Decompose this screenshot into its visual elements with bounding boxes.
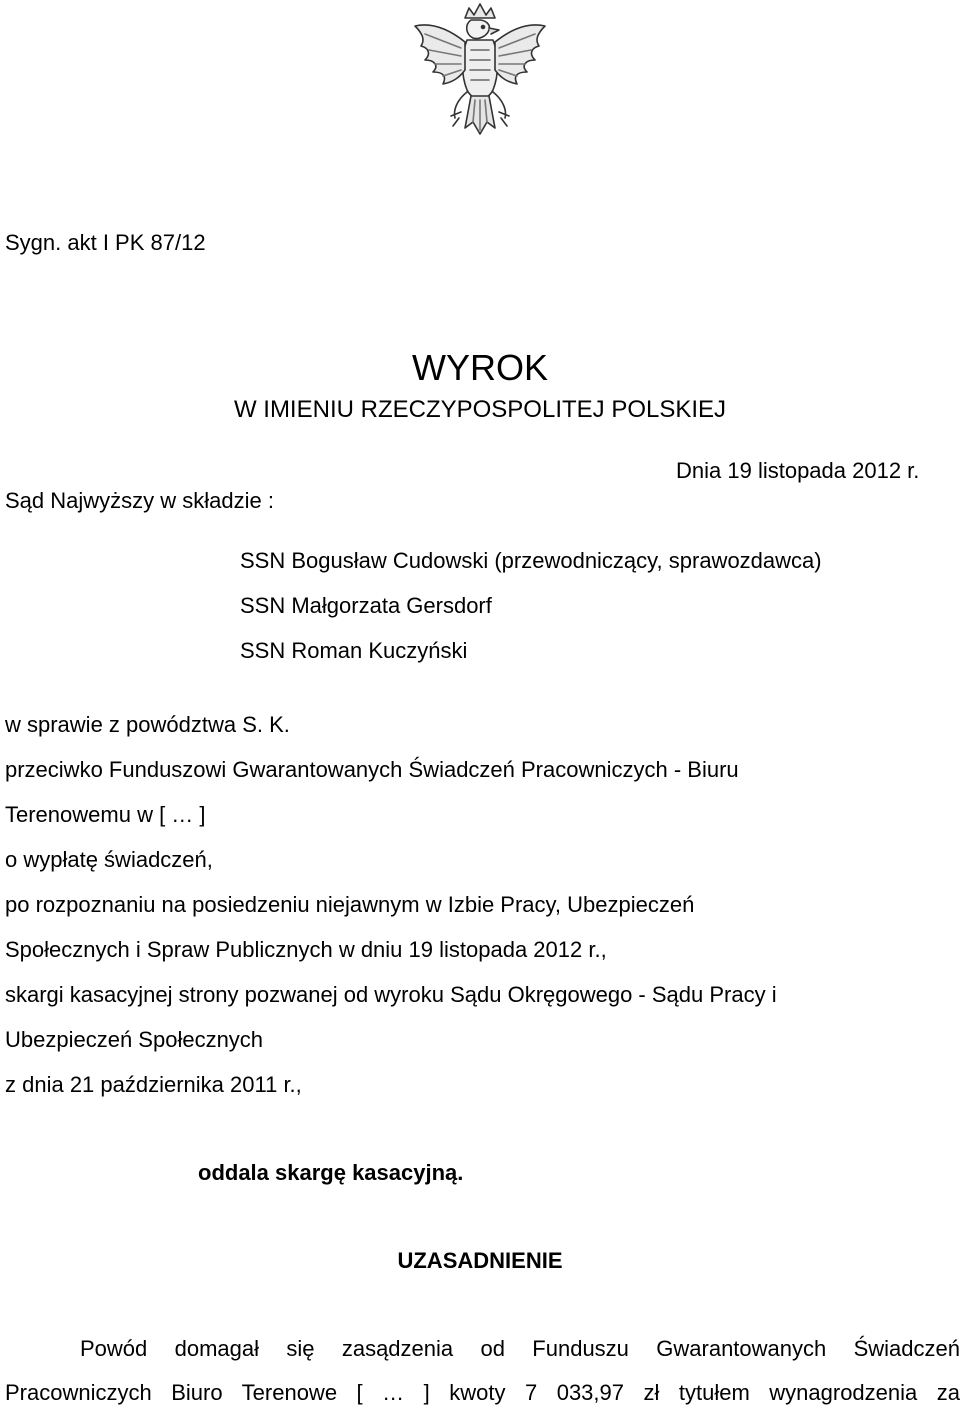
verdict: oddala skargę kasacyjną.: [198, 1160, 464, 1185]
body-line-9: z dnia 21 października 2011 r.,: [5, 1072, 302, 1097]
body-line-2: przeciwko Funduszowi Gwarantowanych Świadczeń Pracowniczych - Biuru: [5, 757, 739, 782]
judge-3: SSN Roman Kuczyński: [240, 638, 468, 663]
body-line-1: w sprawie z powództwa S. K.: [5, 712, 290, 737]
body-line-3: Terenowemu w [ … ]: [5, 802, 206, 827]
case-signature: Sygn. akt I PK 87/12: [5, 230, 206, 255]
body-line-5: po rozpoznaniu na posiedzeniu niejawnym w Izbie Pracy, Ubezpieczeń: [5, 892, 695, 917]
document-subtitle: W IMIENIU RZECZYPOSPOLITEJ POLSKIEJ: [233, 396, 727, 423]
court-composition-label: Sąd Najwyższy w składzie :: [5, 488, 274, 513]
body-line-6: Społecznych i Spraw Publicznych w dniu 19 listopada 2012 r.,: [5, 937, 607, 962]
document-title: WYROK: [411, 347, 548, 388]
judgment-date: Dnia 19 listopada 2012 r.: [676, 458, 920, 483]
eagle-emblem-icon: [395, 0, 565, 160]
justification-line-2: Pracowniczych Biuro Terenowe [ … ] kwoty 7 033,97 zł tytułem wynagrodzenia za: [5, 1380, 960, 1405]
body-line-8: Ubezpieczeń Społecznych: [5, 1027, 264, 1052]
body-line-7: skargi kasacyjnej strony pozwanej od wyroku Sądu Okręgowego - Sądu Pracy i: [5, 982, 777, 1007]
body-line-4: o wypłatę świadczeń,: [5, 847, 213, 872]
justification-heading: UZASADNIENIE: [397, 1248, 563, 1273]
justification-line-1: Powód domagał się zasądzenia od Funduszu Gwarantowanych Świadczeń: [80, 1336, 960, 1361]
judge-2: SSN Małgorzata Gersdorf: [240, 593, 492, 618]
judge-1: SSN Bogusław Cudowski (przewodniczący, sprawozdawca): [240, 548, 822, 573]
